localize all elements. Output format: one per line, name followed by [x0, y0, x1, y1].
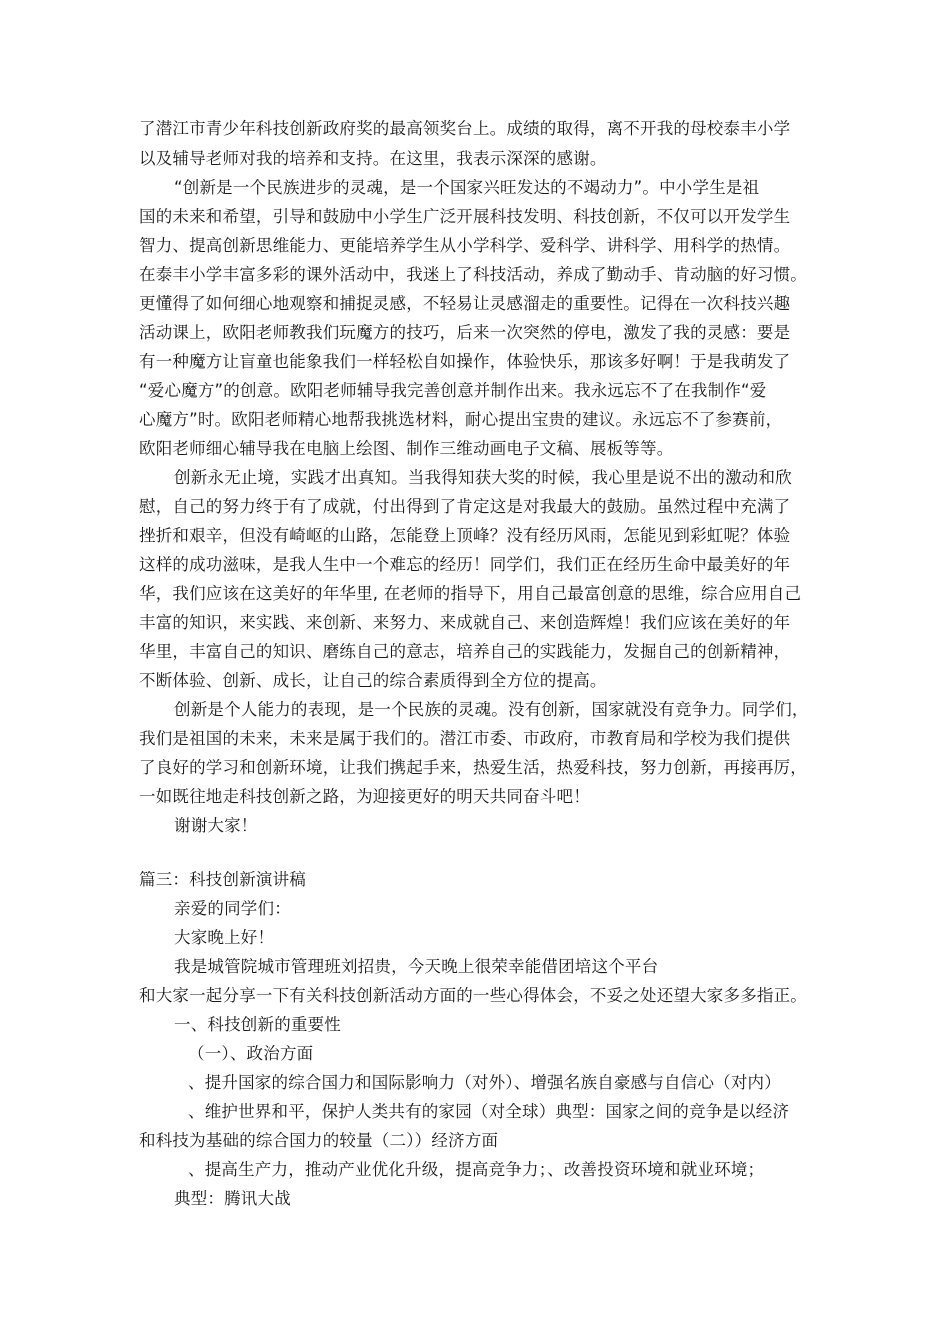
text-line: “创新是一个民族进步的灵魂，是一个国家兴旺发达的不竭动力”。中小学生是祖: [174, 178, 760, 197]
text-line: 心魔方”时。欧阳老师精心地帮我挑选材料，耐心提出宝贵的建议。永远忘不了参赛前，: [139, 410, 783, 429]
text-line: 、提升国家的综合国力和国际影响力（对外）、增强名族自豪感与自信心（对内）: [188, 1073, 781, 1092]
text-line: 一如既往地走科技创新之路，为迎接更好的明天共同奋斗吧！: [139, 787, 590, 806]
text-line: “爱心魔方”的创意。欧阳老师辅导我完善创意并制作出来。我永远忘不了在我制作“爱: [139, 381, 767, 400]
text-line: 丰富的知识，来实践、来创新、来努力、来成就自己、来创造辉煌！我们应该在美好的年: [139, 613, 791, 632]
text-line: 、提高生产力，推动产业优化升级，提高竞争力；、改善投资环境和就业环境；: [188, 1160, 765, 1179]
text-line: 我是城管院城市管理班刘招贵，今天晚上很荣幸能借团培这个平台: [174, 957, 659, 976]
text-line: 有一种魔方让盲童也能象我们一样轻松自如操作，体验快乐，那该多好啊！于是我萌发了: [139, 352, 791, 371]
text-line: 在泰丰小学丰富多彩的课外活动中，我迷上了科技活动，养成了勤动手、肯动脑的好习惯。: [139, 265, 807, 284]
text-line: 国的未来和希望，引导和鼓励中小学生广泛开展科技发明、科技创新，不仅可以开发学生: [139, 207, 791, 226]
text-line: 慰，自己的努力终于有了成就，付出得到了肯定这是对我最大的鼓励。虽然过程中充满了: [139, 497, 791, 516]
text-line: 亲爱的同学们：: [174, 899, 291, 918]
section-heading: 篇三：科技创新演讲稿: [139, 870, 306, 889]
text-line: （一）、政治方面: [188, 1044, 314, 1063]
text-line: 华里，丰富自己的知识、磨练自己的意志，培养自己的实践能力，发掘自己的创新精神，: [139, 642, 791, 661]
text-line: 了潜江市青少年科技创新政府奖的最高领奖台上。成绩的取得，离不开我的母校泰丰小学: [139, 119, 791, 138]
text-line: 、维护世界和平，保护人类共有的家园（对全球）典型：国家之间的竞争是以经济: [188, 1102, 790, 1121]
text-line: 华，我们应该在这美好的年华里, 在老师的指导下，用自己最富创意的思维，综合应用自己: [139, 584, 802, 603]
text-line: 不断体验、创新、成长，让自己的综合素质得到全方位的提高。: [139, 671, 607, 690]
text-line: 大家晚上好！: [174, 928, 275, 947]
text-line: 挫折和艰辛，但没有崎岖的山路，怎能登上顶峰？没有经历风雨，怎能见到彩虹呢？体验: [139, 526, 791, 545]
text-line: 欧阳老师细心辅导我在电脑上绘图、制作三维动画电子文稿、展板等等。: [139, 439, 674, 458]
text-line: 智力、提高创新思维能力、更能培养学生从小学科学、爱科学、讲科学、用科学的热情。: [139, 236, 791, 255]
text-line: 这样的成功滋味，是我人生中一个难忘的经历！同学们，我们正在经历生命中最美好的年: [139, 555, 791, 574]
text-line: 我们是祖国的未来，未来是属于我们的。潜江市委、市政府，市教育局和学校为我们提供: [139, 729, 791, 748]
text-line: 活动课上，欧阳老师教我们玩魔方的技巧，后来一次突然的停电，激发了我的灵感：要是: [139, 323, 791, 342]
text-line: 一、科技创新的重要性: [174, 1015, 341, 1034]
text-line: 创新是个人能力的表现，是一个民族的灵魂。没有创新，国家就没有竞争力。同学们，: [174, 700, 809, 719]
text-line: 典型：腾讯大战: [174, 1189, 291, 1208]
text-line: 了良好的学习和创新环境，让我们携起手来，热爱生活，热爱科技，努力创新，再接再厉，: [139, 758, 807, 777]
text-line: 创新永无止境，实践才出真知。当我得知获大奖的时候，我心里是说不出的激动和欣: [174, 468, 792, 487]
text-line: 和大家一起分享一下有关科技创新活动方面的一些心得体会，不妥之处还望大家多多指正。: [139, 986, 807, 1005]
text-line: 和科技为基础的综合国力的较量（二））经济方面: [139, 1131, 499, 1150]
text-line: 更懂得了如何细心地观察和捕捉灵感，不轻易让灵感溜走的重要性。记得在一次科技兴趣: [139, 294, 791, 313]
text-line: 以及辅导老师对我的培养和支持。在这里，我表示深深的感谢。: [139, 149, 607, 168]
text-line: 谢谢大家！: [174, 816, 258, 835]
